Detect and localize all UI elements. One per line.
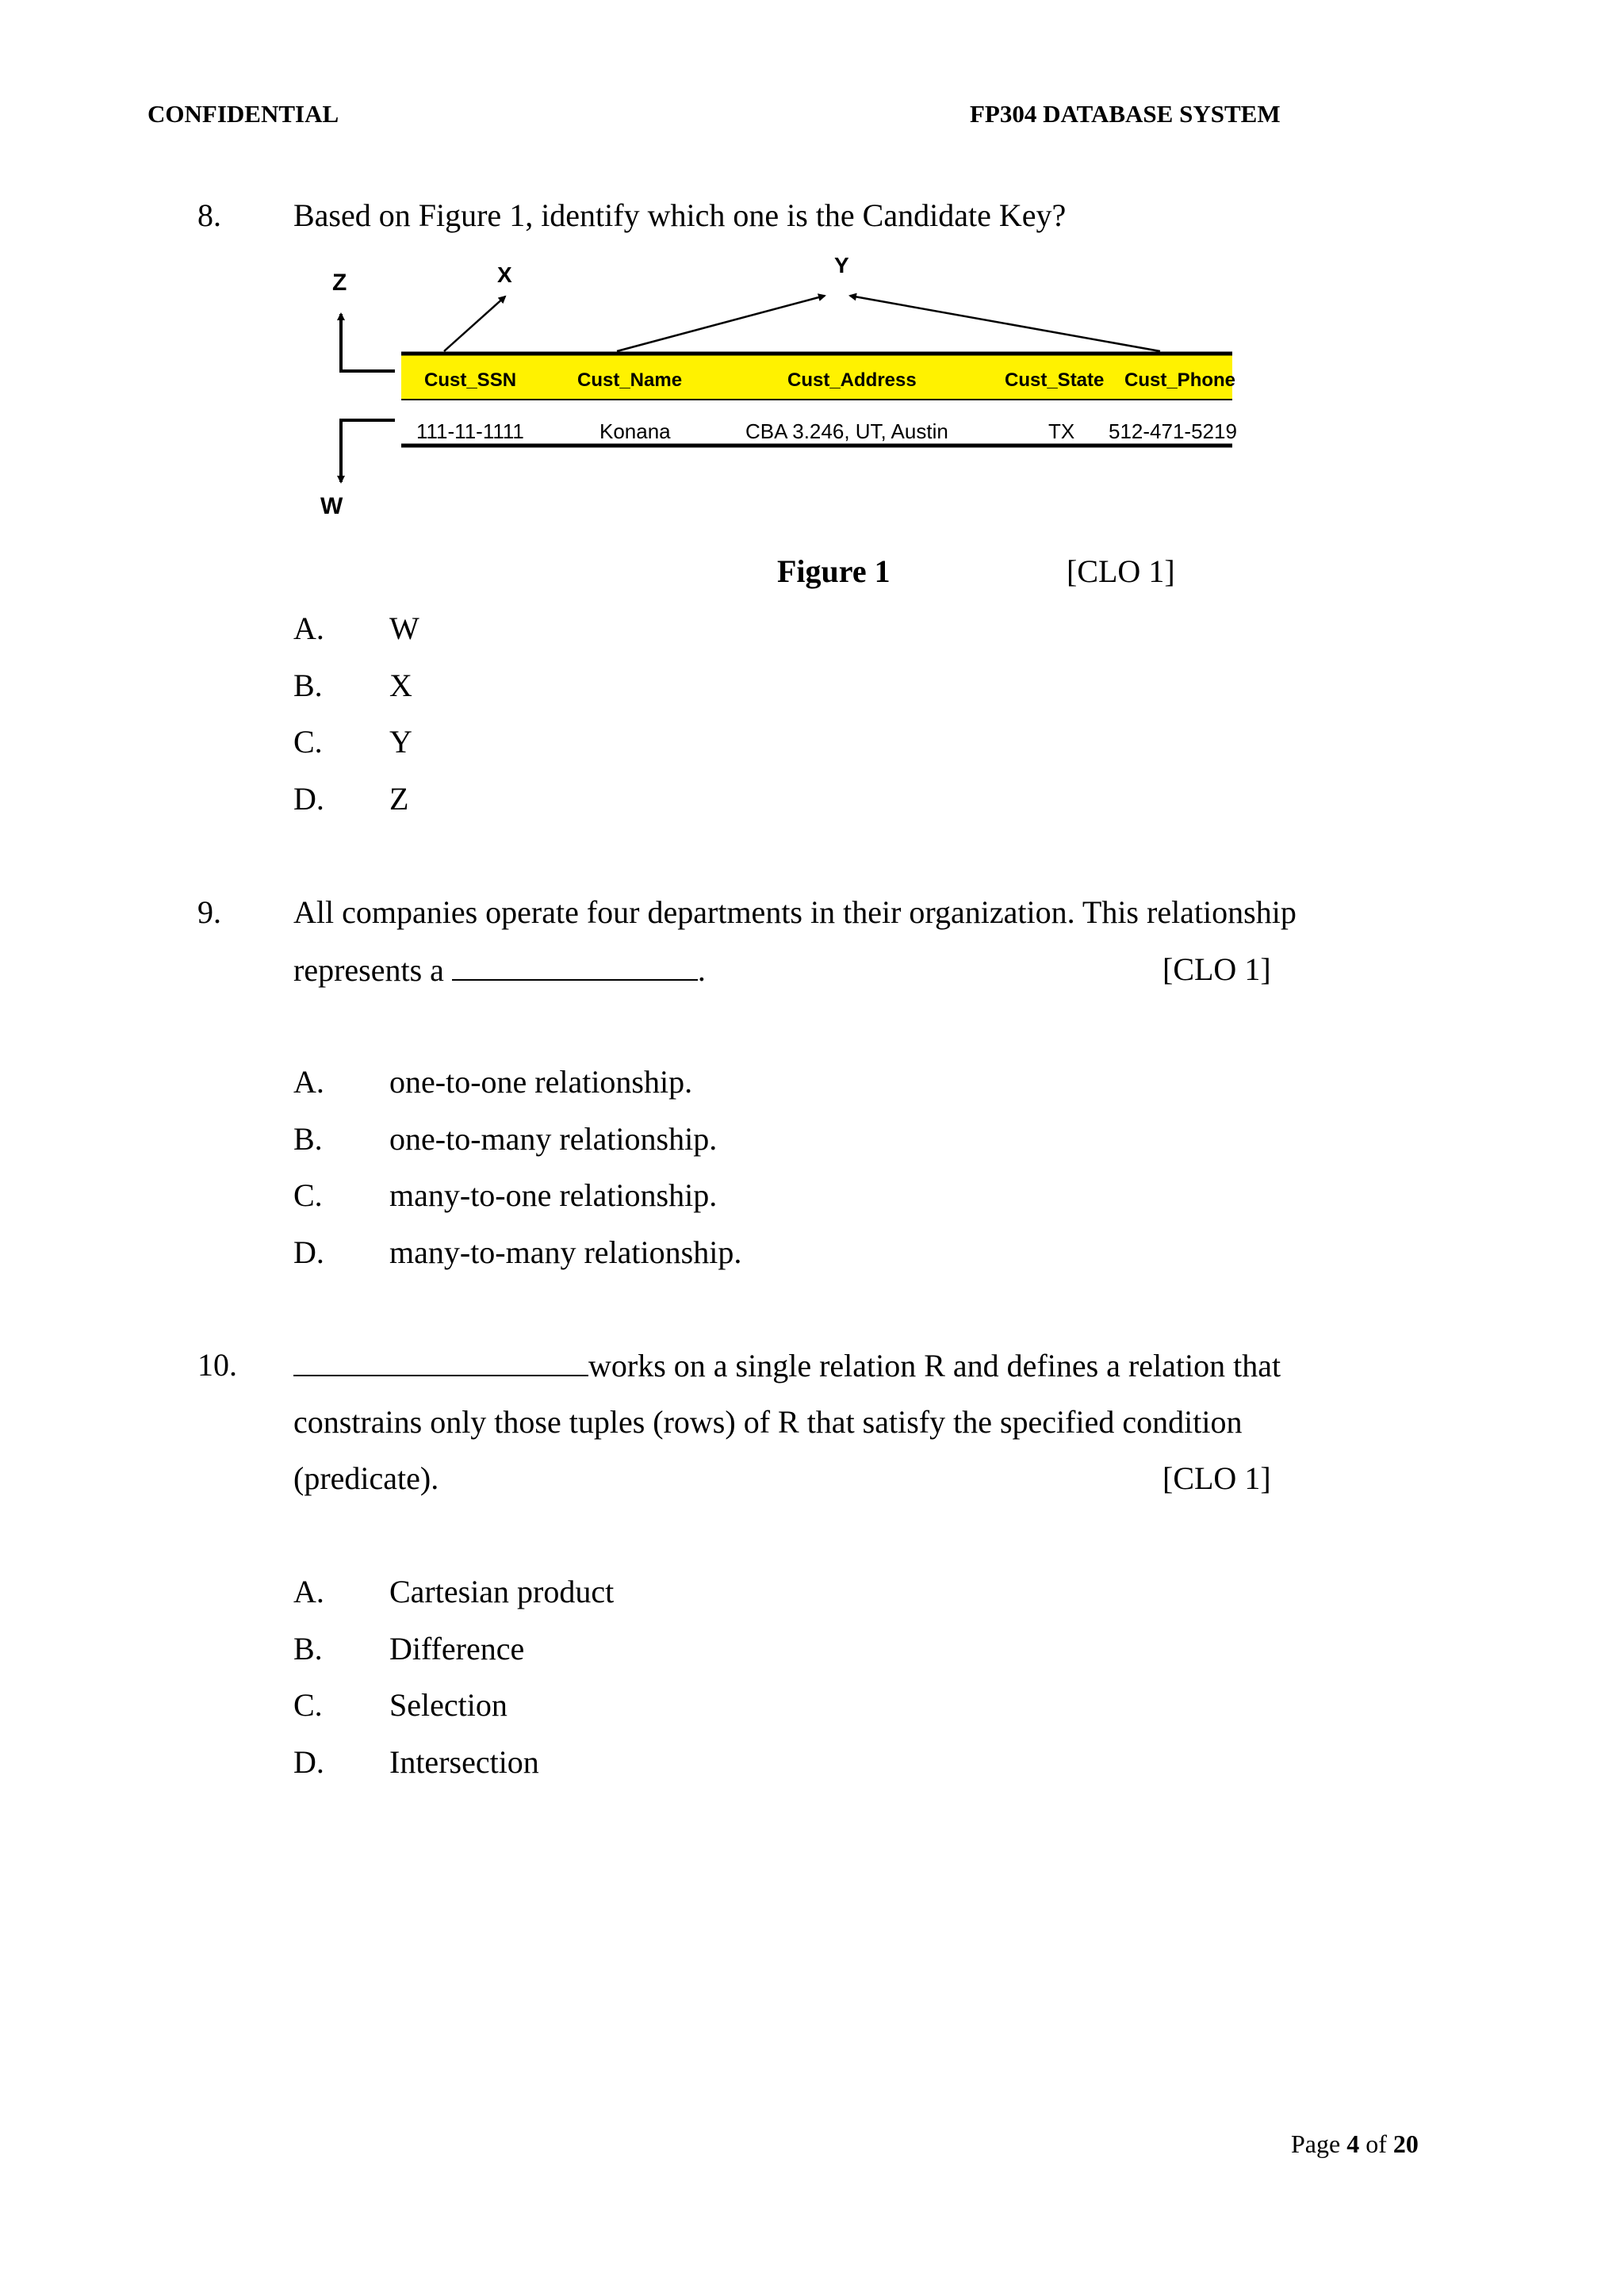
y-arrow-left <box>617 296 825 351</box>
page-current: 4 <box>1346 2130 1360 2158</box>
question-10-line-1-text: works on a single relation R and defines a relation that <box>588 1348 1281 1383</box>
row-cust-state: TX <box>1048 419 1075 443</box>
q9-option-d-letter: D. <box>293 1234 324 1270</box>
q10-option-b-letter: B. <box>293 1631 323 1667</box>
question-9-suffix: . <box>697 952 706 988</box>
header-confidential: CONFIDENTIAL <box>147 100 339 128</box>
row-cust-name: Konana <box>599 419 671 443</box>
question-10-clo: [CLO 1] <box>1162 1460 1271 1496</box>
q9-option-b-text: one-to-many relationship. <box>389 1121 718 1157</box>
q9-option-d-text: many-to-many relationship. <box>389 1234 742 1270</box>
q8-option-b-text: X <box>389 668 412 703</box>
q10-option-c-letter: C. <box>293 1687 323 1723</box>
figure-1 <box>0 0 1624 555</box>
q8-option-a-letter: A. <box>293 610 324 646</box>
q10-option-a-letter: A. <box>293 1574 324 1609</box>
label-w: W <box>320 493 343 519</box>
q9-option-b-letter: B. <box>293 1121 323 1157</box>
answer-blank <box>293 1346 588 1376</box>
header-course-title: FP304 DATABASE SYSTEM <box>970 100 1281 128</box>
question-9-line-1: All companies operate four departments in their organization. This relationship <box>293 894 1297 930</box>
q9-option-a-letter: A. <box>293 1064 324 1100</box>
q8-option-a-text: W <box>389 610 419 646</box>
q9-option-a-text: one-to-one relationship. <box>389 1064 693 1100</box>
q8-option-c-text: Y <box>389 724 412 760</box>
question-10-line-1 <box>293 1346 1281 1384</box>
q10-option-b-text: Difference <box>389 1631 525 1667</box>
question-10-line-2: constrains only those tuples (rows) of R that satisfy the specified condition <box>293 1404 1243 1440</box>
column-cust-ssn: Cust_SSN <box>424 369 517 391</box>
x-arrow <box>444 297 505 351</box>
y-arrow-right <box>850 296 1160 351</box>
q8-option-b-letter: B. <box>293 668 323 703</box>
q8-option-c-letter: C. <box>293 724 323 760</box>
column-cust-address: Cust_Address <box>787 369 917 391</box>
column-cust-name: Cust_Name <box>577 369 683 391</box>
page-number <box>1291 2130 1419 2159</box>
q8-option-d-text: Z <box>389 781 409 817</box>
q10-option-a-text: Cartesian product <box>389 1574 615 1609</box>
column-cust-phone: Cust_Phone <box>1124 369 1236 391</box>
question-9-clo: [CLO 1] <box>1162 951 1271 987</box>
question-10-line-3: (predicate). <box>293 1460 439 1496</box>
q10-option-d-text: Intersection <box>389 1744 539 1780</box>
question-8-number: 8. <box>197 197 221 233</box>
row-cust-ssn: 111-11-1111 <box>416 419 524 443</box>
label-x: X <box>497 262 512 287</box>
answer-blank <box>452 951 698 981</box>
q10-option-d-letter: D. <box>293 1744 324 1780</box>
page-total: 20 <box>1392 2130 1419 2158</box>
question-9-number: 9. <box>197 894 221 930</box>
column-cust-state: Cust_State <box>1005 369 1105 391</box>
q8-option-d-letter: D. <box>293 781 324 817</box>
question-9-line-2 <box>293 951 706 989</box>
label-y: Y <box>834 253 849 277</box>
row-cust-phone: 512-471-5219 <box>1109 419 1237 443</box>
row-cust-address: CBA 3.246, UT, Austin <box>745 419 948 443</box>
q10-option-c-text: Selection <box>389 1687 508 1723</box>
label-z: Z <box>332 270 347 296</box>
q9-option-c-letter: C. <box>293 1177 323 1213</box>
question-8-text: Based on Figure 1, identify which one is the Candidate Key? <box>293 197 1067 233</box>
q9-option-c-text: many-to-one relationship. <box>389 1177 718 1213</box>
page-of-word: of <box>1365 2130 1387 2158</box>
question-9-prefix: represents a <box>293 952 444 988</box>
question-10-number: 10. <box>197 1347 237 1383</box>
page-word: Page <box>1291 2130 1341 2158</box>
figure-1-caption: Figure 1 <box>777 553 891 589</box>
question-8-clo: [CLO 1] <box>1067 553 1175 589</box>
w-bracket-arrow <box>341 420 395 482</box>
z-bracket-arrow <box>341 314 395 371</box>
